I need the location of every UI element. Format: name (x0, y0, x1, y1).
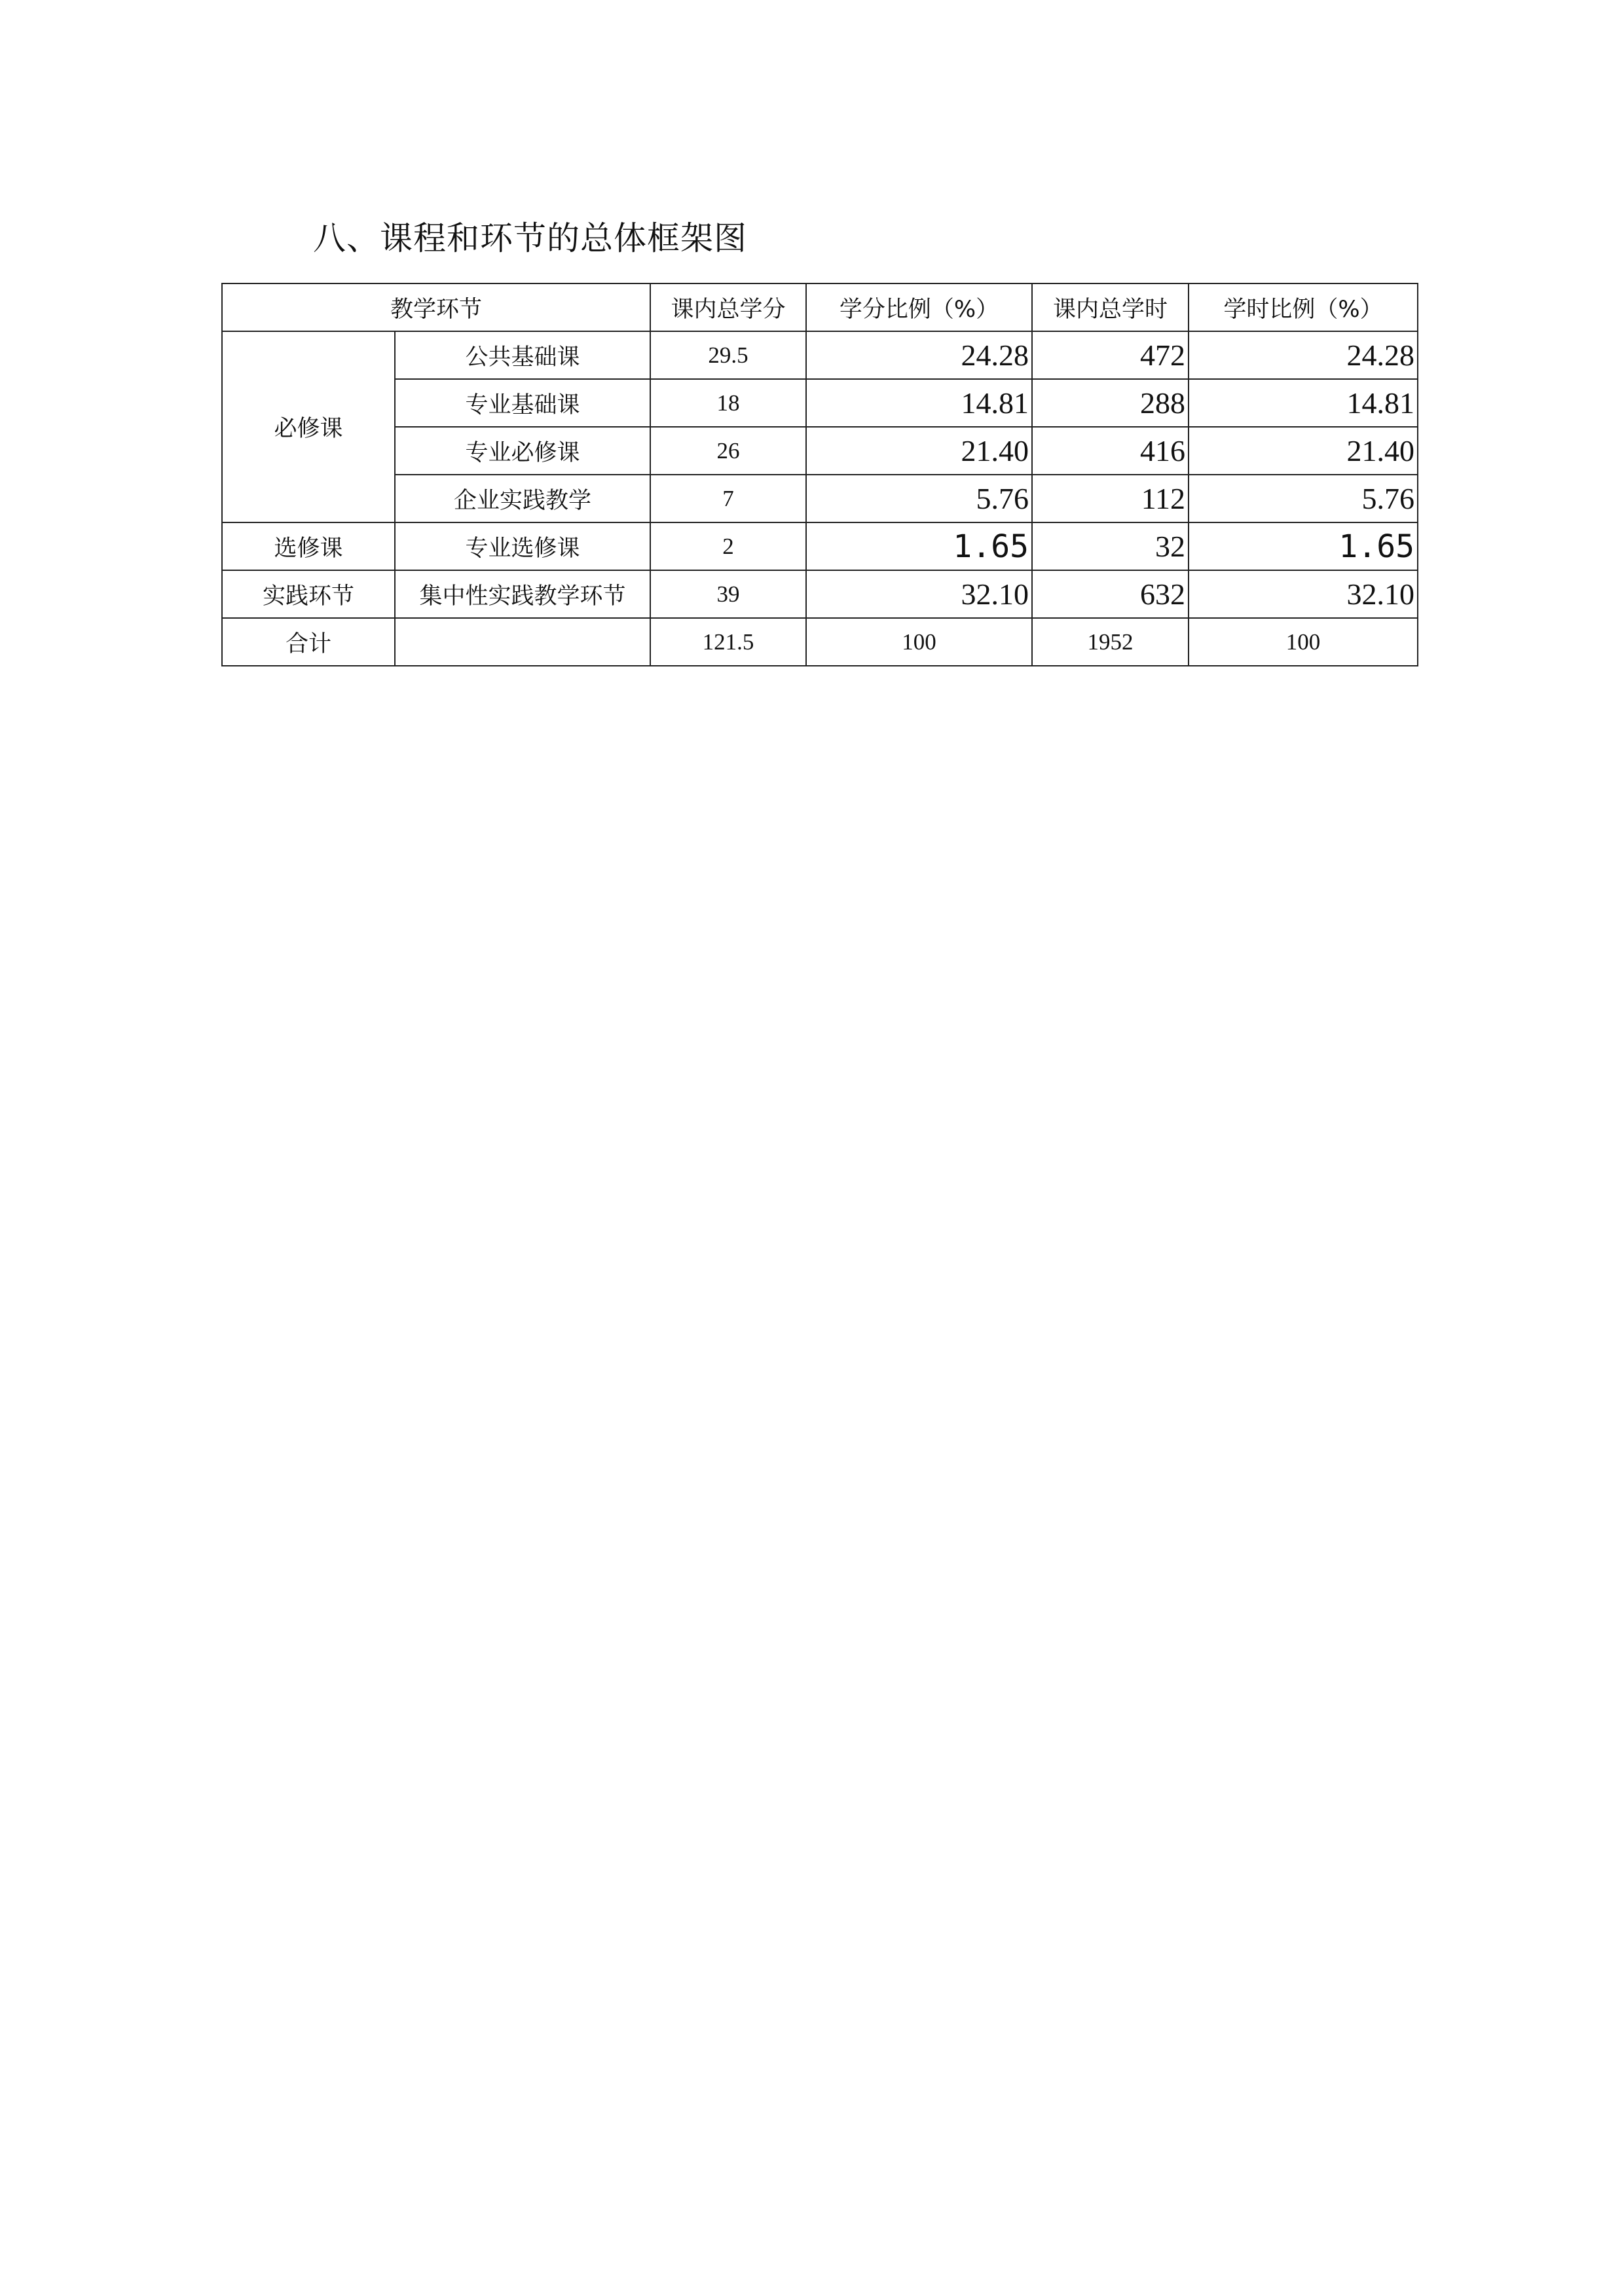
hours-cell: 32 (1032, 522, 1189, 570)
table-row (222, 427, 1418, 475)
total-row (222, 618, 1418, 666)
credit-ratio-cell: 14.81 (806, 379, 1032, 427)
table-row (222, 570, 1418, 618)
group-required: 必修课 (222, 331, 395, 522)
credit-ratio-cell: 21.40 (806, 427, 1032, 475)
hours-cell: 632 (1032, 570, 1189, 618)
header-credits: 课内总学分 (650, 283, 806, 331)
credit-ratio-cell: 5.76 (806, 475, 1032, 522)
credit-ratio-cell: 1.65 (806, 522, 1032, 570)
page-title: 八、课程和环节的总体框架图 (313, 219, 747, 257)
credits-cell: 39 (650, 570, 806, 618)
course-name: 专业选修课 (395, 522, 650, 570)
credits-cell: 29.5 (650, 331, 806, 379)
table-row (222, 522, 1418, 570)
course-name: 企业实践教学 (395, 475, 650, 522)
credit-ratio-cell: 24.28 (806, 331, 1032, 379)
credit-ratio-cell: 32.10 (806, 570, 1032, 618)
hours-cell: 416 (1032, 427, 1189, 475)
header-hours: 课内总学时 (1032, 283, 1189, 331)
credits-cell: 18 (650, 379, 806, 427)
course-framework-table (221, 283, 1418, 666)
course-name: 公共基础课 (395, 331, 650, 379)
hour-ratio-cell: 24.28 (1189, 331, 1418, 379)
course-name: 集中性实践教学环节 (395, 570, 650, 618)
header-credit-ratio: 学分比例（%） (806, 283, 1032, 331)
group-elective: 选修课 (222, 522, 395, 570)
hour-ratio-cell: 21.40 (1189, 427, 1418, 475)
total-hours: 1952 (1032, 618, 1189, 666)
hour-ratio-cell: 32.10 (1189, 570, 1418, 618)
table-row (222, 475, 1418, 522)
header-row (222, 283, 1418, 331)
table-row (222, 331, 1418, 379)
hours-cell: 288 (1032, 379, 1189, 427)
course-name: 专业必修课 (395, 427, 650, 475)
credits-cell: 2 (650, 522, 806, 570)
total-course-cell (395, 618, 650, 666)
group-practice: 实践环节 (222, 570, 395, 618)
hour-ratio-cell: 14.81 (1189, 379, 1418, 427)
total-hour-ratio: 100 (1189, 618, 1418, 666)
course-name: 专业基础课 (395, 379, 650, 427)
header-hour-ratio: 学时比例（%） (1189, 283, 1418, 331)
credits-cell: 26 (650, 427, 806, 475)
total-credit-ratio: 100 (806, 618, 1032, 666)
hours-cell: 112 (1032, 475, 1189, 522)
group-total: 合计 (222, 618, 395, 666)
hours-cell: 472 (1032, 331, 1189, 379)
hour-ratio-cell: 1.65 (1189, 522, 1418, 570)
total-credits: 121.5 (650, 618, 806, 666)
header-section: 教学环节 (222, 283, 650, 331)
hour-ratio-cell: 5.76 (1189, 475, 1418, 522)
credits-cell: 7 (650, 475, 806, 522)
table-row (222, 379, 1418, 427)
